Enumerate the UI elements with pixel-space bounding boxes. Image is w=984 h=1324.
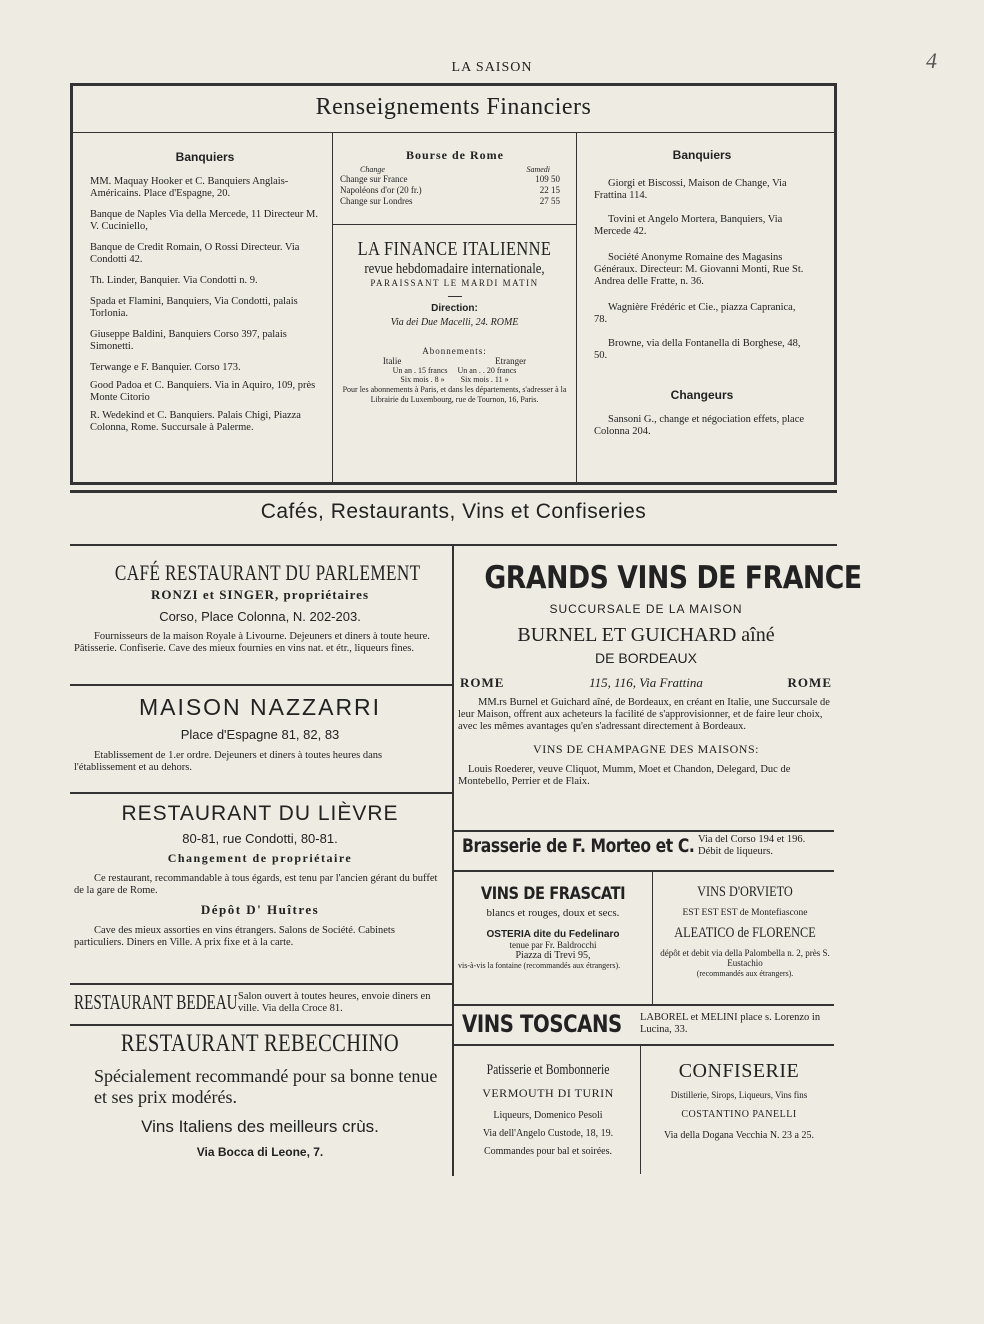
banker-entry: Giuseppe Baldini, Banquiers Corso 397, palais Simonetti. [90,329,287,352]
subs-etranger: Etranger [495,356,527,366]
bourse-col-change: Change [360,165,385,174]
divider [454,830,834,832]
ad-rebecchino [74,1030,446,1159]
bankers-right-heading: Banquiers [672,148,732,162]
bourse-row-value: 22 15 [539,185,560,195]
subs-row: Six mois . 8 » Six mois . 11 » [400,375,509,384]
orvieto-note: (recommandés aux étrangers). [696,969,794,978]
champagne-heading: VINS DE CHAMPAGNE DES MAISONS: [533,742,759,756]
patisserie-address: Via dell'Angelo Custode, 18, 19. [482,1128,614,1139]
frascati-address: Piazza di Trevi 95, [515,950,591,961]
banker-entry: Wagnière Frédéric et Cie., piazza Capranica, 78. [594,302,796,325]
divider [454,1044,834,1046]
rome-right: ROME [787,675,832,690]
grands-vins-text: MM.rs Burnel et Guichard aîné, de Bordeaux, en créant en Italie, une Succursale de leur Maison, offrent aux acheteurs la facilité de s'approvisionner, et de faire leur choix, avec les mêmes avantages qu'en s'adressant directement à Bordeaux. [458,697,830,732]
parlement-address: Corso, Place Colonna, N. 202-203. [159,609,361,624]
financial-title: Renseignements Financiers [315,94,592,120]
grands-vins-succursale: SUCCURSALE DE LA MAISON [549,602,743,616]
orvieto-est: EST EST EST de Montefiascone [682,908,808,918]
rebecchino-text: Spécialement recommandé pour sa bonne tenue et ses prix modérés. [94,1066,438,1107]
rome-left: ROME [460,675,505,690]
ad-brasserie [462,834,834,858]
divider [576,133,577,482]
patisserie-liqueurs: Liqueurs, Domenico Pesoli [493,1110,603,1121]
banker-entry: Terwange e F. Banquier. Corso 173. [90,362,241,373]
subs-note: Pour les abonnements à Paris, et dans les départements, s'adresser à la Librairie du Luxembourg, rue de Tournon, 16, Paris. [342,385,567,404]
banker-entry: Good Padoa et C. Banquiers. Via in Aquiro, 109, près Monte Citorio [90,380,316,403]
parlement-owners: RONZI et SINGER, propriétaires [150,587,370,602]
subs-label: Abonnements: [422,346,487,356]
divider [454,1004,834,1006]
section-title: Cafés, Restaurants, Vins et Confiseries [260,500,647,523]
divider [70,684,452,686]
frascati-note: vis-à-vis la fontaine (recommandés aux étrangers). [458,961,621,970]
grands-vins-address: 115, 116, Via Frattina [589,675,703,690]
nazzarri-address: Place d'Espagne 81, 82, 83 [180,727,340,742]
page-number: 4 [926,48,937,73]
lievre-change: Changement de propriétaire [167,851,353,865]
direction-label: Direction: [431,303,478,314]
divider [70,983,452,985]
frascati-owner: tenue par Fr. Baldrocchi [509,940,597,950]
orvieto-text: dépôt et debit via della Palombella n. 2, près S. Eustachio [660,948,830,968]
toscans-title: VINS TOSCANS [462,1010,622,1038]
finance-title: LA FINANCE ITALIENNE [357,238,552,260]
patisserie-vermouth: VERMOUTH DI TURIN [482,1086,614,1100]
parlement-text: Fournisseurs de la maison Royale à Livourne. Dejeuners et diners à toute heure. Pâtisserie. Confiserie. Cave des mieux fournies en vins nat. et étr., liqueurs fines. [74,631,430,654]
ad-grands-vins [458,560,862,788]
bourse-heading: Bourse de Rome [406,148,504,162]
ad-lievre [74,802,446,949]
ad-nazzarri [74,694,446,774]
bourse-row-value: 109 50 [535,174,560,184]
patisserie-note: Commandes pour bal et soirées. [483,1146,613,1157]
bedeau-text: Salon ouvert à toutes heures, envoie diners en ville. Via della Croce 81. [238,990,431,1014]
frascati-title: VINS DE FRASCATI [480,884,626,904]
banker-entry: MM. Maquay Hooker et C. Banquiers Anglais-Américains. Place d'Espagne, 20. [90,176,289,199]
orvieto-title: VINS D'ORVIETO [697,884,793,900]
divider [333,224,576,225]
banker-entry: Spada et Flamini, Banquiers, Via Condotti, palais Torlonia. [90,296,298,319]
divider [332,133,333,482]
changeurs-heading: Changeurs [670,388,734,402]
rebecchino-title: RESTAURANT REBECCHINO [120,1030,400,1057]
ad-orvieto [656,884,834,979]
ad-toscans [462,1010,834,1038]
bedeau-title: RESTAURANT BEDEAU [74,990,238,1014]
lievre-text: Ce restaurant, recommandable à tous égards, est tenu par l'ancien gérant du buffet de la gare de Rome. [74,873,438,896]
direction-address: Via dei Due Macelli, 24. ROME [390,317,519,328]
brasserie-text: Via del Corso 194 et 196. Débit de liqueurs. [698,834,806,857]
bourse-column [340,148,570,207]
lievre-huitres: Dépôt D' Huîtres [200,902,320,917]
patisserie-title: Patisserie et Bombonnerie [486,1062,610,1078]
finance-sub: revue hebdomadaire internationale, [364,261,545,277]
divider [652,872,653,1004]
ad-frascati [458,884,648,970]
orvieto-aleatico: ALEATICO de FLORENCE [674,925,816,941]
divider [454,870,834,872]
finance-sub2: PARAISSANT LE MARDI MATIN [370,278,539,288]
banker-entry: Banque de Naples Via della Mercede, 11 Directeur M. V. Cuciniello, [90,209,318,232]
bourse-row-label: Napoléons d'or (20 fr.) [340,185,422,195]
champagne-list: Louis Roederer, veuve Cliquot, Mumm, Moet et Chandon, Delegard, Duc de Montebello, Perrier et de Flaix. [458,764,791,787]
nazzarri-text: Etablissement de 1.er ordre. Dejeuners et diners à toutes heures dans l'établissement et au dehors. [74,750,383,773]
frascati-sub: blancs et rouges, doux et secs. [486,907,620,919]
bourse-col-day: Samedi [526,165,550,174]
rebecchino-address: Via Bocca di Leone, 7. [196,1145,324,1159]
changeur-entry: Sansoni G., change et négociation effets, place Colonna 204. [594,414,805,437]
ad-patisserie [458,1062,638,1157]
rebecchino-vins: Vins Italiens des meilleurs crùs. [141,1117,379,1136]
divider [70,1024,452,1026]
nazzarri-title: MAISON NAZZARRI [138,694,382,720]
divider [70,792,452,794]
grands-vins-title: GRANDS VINS DE FRANCE [484,560,862,596]
subs-row: Un an . 15 francs Un an . . 20 francs [392,366,517,375]
brasserie-title: Brasserie de F. Morteo et C. [462,835,695,857]
ad-confiserie [644,1060,834,1141]
banker-entry: Tovini et Angelo Mortera, Banquiers, Via Mercede 42. [594,214,783,237]
ad-bedeau [74,990,448,1015]
bankers-left-heading: Banquiers [175,150,235,164]
lievre-text2: Cave des mieux assorties en vins étrangers. Salons de Société. Cabinets particuliers. Diners en Ville. A prix fixe et à la carte. [74,925,395,948]
banker-entry: R. Wedekind et C. Banquiers. Palais Chigi, Piazza Colonna, Rome. Succursale à Palerme. [90,410,301,433]
confiserie-sub: Distillerie, Sirops, Liqueurs, Vins fins [670,1090,808,1100]
bourse-row-label: Change sur Londres [340,196,413,206]
bourse-row-label: Change sur France [340,174,408,184]
banker-entry: Banque de Credit Romain, O Rossi Directeur. Via Condotti 42. [90,242,300,265]
finance-italienne-ad [336,238,573,405]
grands-vins-maison: BURNEL ET GUICHARD aîné [517,624,775,646]
ad-parlement [74,560,446,655]
confiserie-address: Via della Dogana Vecchia N. 23 a 25. [664,1130,814,1141]
banker-entry: Browne, via della Fontanella di Borghese, 48, 50. [594,338,801,361]
divider [640,1046,641,1174]
bourse-row-value: 27 55 [539,196,560,206]
bankers-right [594,148,810,438]
confiserie-title: CONFISERIE [678,1060,800,1082]
divider [73,132,834,133]
column-divider [452,546,454,1176]
toscans-text: LABOREL et MELINI place s. Lorenzo in Lucina, 33. [640,1012,821,1035]
lievre-title: RESTAURANT DU LIÈVRE [121,802,399,825]
lievre-address: 80-81, rue Condotti, 80-81. [182,831,338,846]
subs-italie: Italie [382,356,402,366]
banker-entry: Société Anonyme Romaine des Magasins Généraux. Directeur: M. Giovanni Monti, Rue St. Andrea delle Fratte, n. 36. [594,252,804,287]
grands-vins-bordeaux: DE BORDEAUX [595,650,697,666]
banker-entry: Giorgi et Biscossi, Maison de Change, Via Frattina 114. [594,178,787,201]
running-header: LA SAISON [451,60,533,75]
frascati-osteria: OSTERIA dite du Fedelinaro [486,929,620,940]
divider [70,490,837,493]
confiserie-owner: COSTANTINO PANELLI [681,1109,797,1120]
parlement-title: CAFÉ RESTAURANT DU PARLEMENT [114,560,421,585]
bankers-left [90,150,320,434]
banker-entry: Th. Linder, Banquier. Via Condotti n. 9. [90,275,258,286]
divider [448,296,462,297]
